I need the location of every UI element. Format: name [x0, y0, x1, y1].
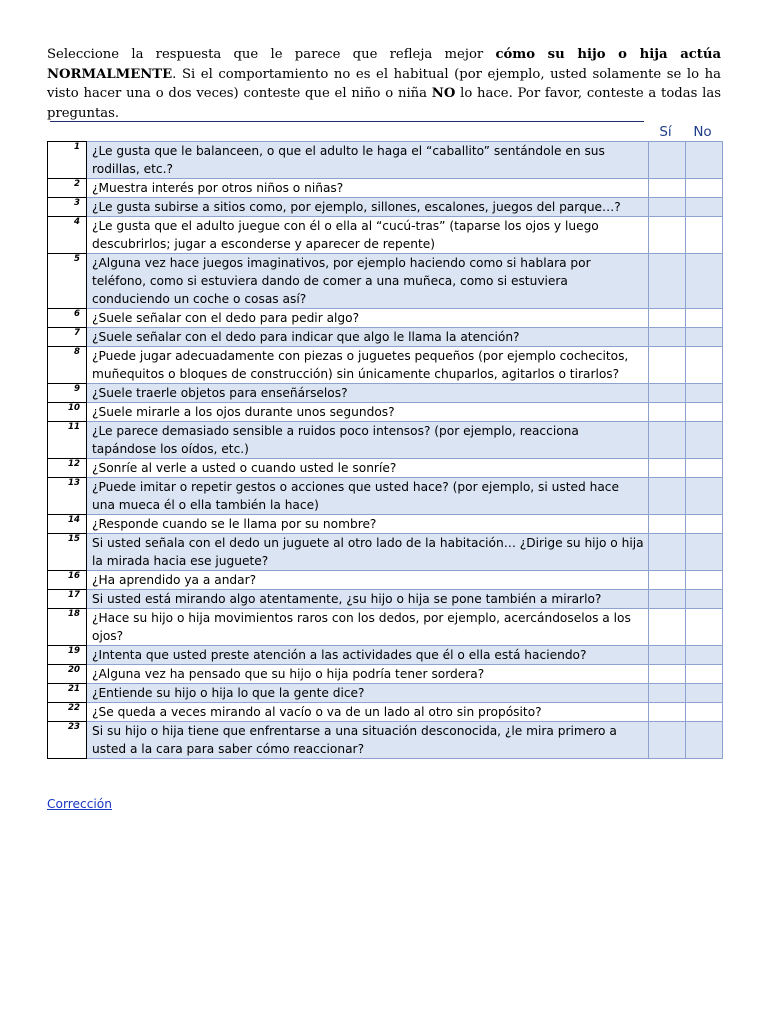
question-number: 4: [48, 217, 87, 254]
answer-no-cell[interactable]: [686, 422, 723, 459]
answer-no-cell[interactable]: [686, 309, 723, 328]
answer-no-cell[interactable]: [686, 142, 723, 179]
answer-no-cell[interactable]: [686, 515, 723, 534]
question-text: ¿Sonríe al verle a usted o cuando usted le sonríe?: [87, 459, 649, 478]
question-text: ¿Muestra interés por otros niños o niñas?: [87, 179, 649, 198]
question-number: 8: [48, 347, 87, 384]
question-number: 7: [48, 328, 87, 347]
answer-no-cell[interactable]: [686, 328, 723, 347]
answer-yes-cell[interactable]: [649, 142, 686, 179]
question-row: [48, 198, 723, 217]
answer-yes-cell[interactable]: [649, 459, 686, 478]
questionnaire-table: [47, 141, 723, 759]
intro-text-2: . Si el comportamiento no es el habitual (por ejemplo, usted solamente se lo ha visto hacer una o dos veces) conteste que el niño o niña: [47, 66, 721, 101]
intro-text-3: lo hace. Por favor, conteste a todas las preguntas.: [47, 86, 721, 121]
question-number: 14: [48, 515, 87, 534]
question-number: 17: [48, 590, 87, 609]
answer-yes-cell[interactable]: [649, 534, 686, 571]
question-text: ¿Hace su hijo o hija movimientos raros con los dedos, por ejemplo, acercándoselos a los ojos?: [87, 609, 649, 646]
questionnaire-body: [48, 142, 723, 759]
question-row: [48, 703, 723, 722]
answer-yes-cell[interactable]: [649, 722, 686, 759]
answer-no-cell[interactable]: [686, 403, 723, 422]
answer-no-cell[interactable]: [686, 609, 723, 646]
intro-bold-1: cómo su hijo o hija actúa NORMALMENTE: [47, 47, 722, 82]
question-text: ¿Puede jugar adecuadamente con piezas o juguetes pequeños (por ejemplo cochecitos, muñequitos o bloques de construcción) sin únicamente chuparlos, agitarlos o tirarlos?: [87, 347, 649, 384]
answer-yes-cell[interactable]: [649, 309, 686, 328]
answer-no-cell[interactable]: [686, 703, 723, 722]
question-row: [48, 478, 723, 515]
question-text: ¿Se queda a veces mirando al vacío o va de un lado al otro sin propósito?: [87, 703, 649, 722]
answer-yes-cell[interactable]: [649, 198, 686, 217]
answer-yes-cell[interactable]: [649, 328, 686, 347]
intro-bold-2: NO: [431, 86, 456, 101]
question-row: [48, 646, 723, 665]
question-number: 21: [48, 684, 87, 703]
question-text: ¿Ha aprendido ya a andar?: [87, 571, 649, 590]
question-number: 12: [48, 459, 87, 478]
question-number: 2: [48, 179, 87, 198]
question-number: 18: [48, 609, 87, 646]
question-row: [48, 571, 723, 590]
question-row: [48, 403, 723, 422]
column-header-yes: Sí: [659, 124, 672, 140]
question-text: Si su hijo o hija tiene que enfrentarse a una situación desconocida, ¿le mira primero a usted a la cara para saber cómo reaccionar?: [87, 722, 649, 759]
question-number: 22: [48, 703, 87, 722]
answer-no-cell[interactable]: [686, 459, 723, 478]
answer-yes-cell[interactable]: [649, 665, 686, 684]
question-text: ¿Suele traerle objetos para enseñárselos?: [87, 384, 649, 403]
question-row: [48, 534, 723, 571]
question-text: ¿Puede imitar o repetir gestos o acciones que usted hace? (por ejemplo, si usted hace una mueca él o ella también la hace): [87, 478, 649, 515]
question-text: Si usted está mirando algo atentamente, ¿su hijo o hija se pone también a mirarlo?: [87, 590, 649, 609]
answer-yes-cell[interactable]: [649, 646, 686, 665]
answer-yes-cell[interactable]: [649, 703, 686, 722]
instructions-paragraph: [47, 45, 721, 123]
question-row: [48, 590, 723, 609]
question-number: 11: [48, 422, 87, 459]
question-number: 13: [48, 478, 87, 515]
answer-no-cell[interactable]: [686, 646, 723, 665]
column-header-no: No: [693, 124, 712, 140]
question-number: 1: [48, 142, 87, 179]
answer-yes-cell[interactable]: [649, 422, 686, 459]
answer-no-cell[interactable]: [686, 722, 723, 759]
question-row: [48, 142, 723, 179]
question-text: ¿Suele señalar con el dedo para indicar que algo le llama la atención?: [87, 328, 649, 347]
answer-no-cell[interactable]: [686, 684, 723, 703]
question-text: ¿Le parece demasiado sensible a ruidos poco intensos? (por ejemplo, reacciona tapándose los oídos, etc.): [87, 422, 649, 459]
question-text: ¿Intenta que usted preste atención a las actividades que él o ella está haciendo?: [87, 646, 649, 665]
answer-no-cell[interactable]: [686, 478, 723, 515]
question-number: 15: [48, 534, 87, 571]
answer-yes-cell[interactable]: [649, 254, 686, 309]
answer-yes-cell[interactable]: [649, 609, 686, 646]
question-row: [48, 384, 723, 403]
question-number: 19: [48, 646, 87, 665]
answer-no-cell[interactable]: [686, 384, 723, 403]
answer-no-cell[interactable]: [686, 217, 723, 254]
answer-no-cell[interactable]: [686, 534, 723, 571]
answer-yes-cell[interactable]: [649, 384, 686, 403]
question-row: [48, 347, 723, 384]
question-text: ¿Alguna vez hace juegos imaginativos, por ejemplo haciendo como si hablara por teléfono, como si estuviera dando de comer a una muñeca, como si estuviera conduciendo un coche o cosas así?: [87, 254, 649, 309]
answer-no-cell[interactable]: [686, 590, 723, 609]
correction-link[interactable]: Corrección: [47, 797, 112, 811]
question-number: 10: [48, 403, 87, 422]
question-text: ¿Entiende su hijo o hija lo que la gente dice?: [87, 684, 649, 703]
answer-yes-cell[interactable]: [649, 478, 686, 515]
answer-yes-cell[interactable]: [649, 347, 686, 384]
question-text: ¿Le gusta que le balanceen, o que el adulto le haga el “caballito” sentándole en sus rodillas, etc.?: [87, 142, 649, 179]
answer-yes-cell[interactable]: [649, 403, 686, 422]
answer-no-cell[interactable]: [686, 665, 723, 684]
question-number: 5: [48, 254, 87, 309]
question-number: 20: [48, 665, 87, 684]
answer-yes-cell[interactable]: [649, 179, 686, 198]
question-row: [48, 328, 723, 347]
question-number: 6: [48, 309, 87, 328]
question-text: ¿Le gusta que el adulto juegue con él o ella al “cucú-tras” (taparse los ojos y luego descubrirlos; jugar a esconderse y aparecer de repente): [87, 217, 649, 254]
question-text: ¿Suele mirarle a los ojos durante unos segundos?: [87, 403, 649, 422]
answer-yes-cell[interactable]: [649, 571, 686, 590]
question-row: [48, 459, 723, 478]
question-text: ¿Alguna vez ha pensado que su hijo o hija podría tener sordera?: [87, 665, 649, 684]
answer-yes-cell[interactable]: [649, 515, 686, 534]
question-row: [48, 179, 723, 198]
question-row: [48, 722, 723, 759]
question-row: [48, 684, 723, 703]
question-text: Si usted señala con el dedo un juguete al otro lado de la habitación… ¿Dirige su hijo o hija la mirada hacia ese juguete?: [87, 534, 649, 571]
question-row: [48, 254, 723, 309]
header-divider: [50, 121, 644, 122]
question-number: 16: [48, 571, 87, 590]
question-row: [48, 665, 723, 684]
question-text: ¿Suele señalar con el dedo para pedir algo?: [87, 309, 649, 328]
question-row: [48, 609, 723, 646]
question-number: 23: [48, 722, 87, 759]
answer-no-cell[interactable]: [686, 198, 723, 217]
question-text: ¿Responde cuando se le llama por su nombre?: [87, 515, 649, 534]
question-number: 9: [48, 384, 87, 403]
question-row: [48, 422, 723, 459]
answer-yes-cell[interactable]: [649, 684, 686, 703]
question-text: ¿Le gusta subirse a sitios como, por ejemplo, sillones, escalones, juegos del parque…?: [87, 198, 649, 217]
question-row: [48, 217, 723, 254]
answer-no-cell[interactable]: [686, 254, 723, 309]
answer-yes-cell[interactable]: [649, 217, 686, 254]
question-number: 3: [48, 198, 87, 217]
answer-yes-cell[interactable]: [649, 590, 686, 609]
question-row: [48, 515, 723, 534]
question-row: [48, 309, 723, 328]
answer-no-cell[interactable]: [686, 347, 723, 384]
intro-text-1: Seleccione la respuesta que le parece que refleja mejor: [47, 47, 496, 62]
answer-no-cell[interactable]: [686, 179, 723, 198]
answer-no-cell[interactable]: [686, 571, 723, 590]
